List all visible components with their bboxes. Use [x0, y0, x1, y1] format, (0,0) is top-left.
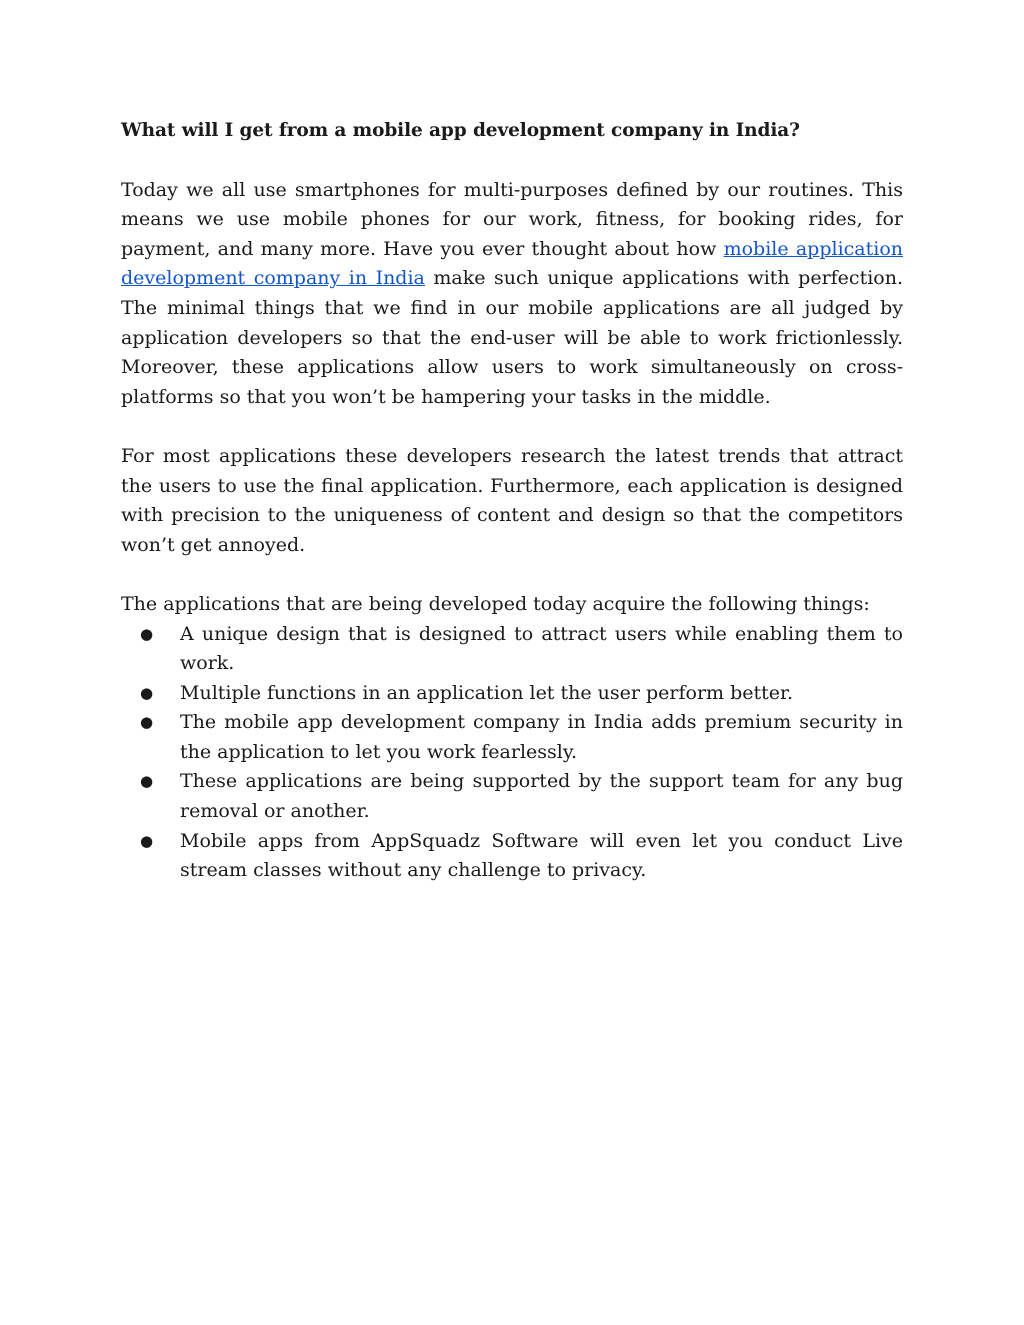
list-item — [121, 708, 903, 767]
list-item — [121, 679, 903, 709]
bullet-dot-icon: ● — [140, 713, 154, 732]
paragraph-intro-text-before: Today we all use smartphones for multi-purposes defined by our routines. This means we use mobile phones for our work, fitness, for booking rides, for payment, and many more. Have you ever thought about how — [121, 178, 903, 260]
mobile-app-development-link[interactable]: mobile application development company in India — [121, 237, 903, 290]
list-item-text: A unique design that is designed to attract users while enabling them to work. — [180, 622, 903, 675]
list-item — [121, 620, 903, 679]
bullet-dot-icon: ● — [140, 624, 154, 643]
list-item-text: Multiple functions in an application let the user perform better. — [180, 681, 794, 704]
paragraph-intro — [121, 176, 903, 413]
list-item-text: These applications are being supported by the support team for any bug removal or another. — [180, 770, 903, 823]
bullet-dot-icon: ● — [140, 831, 154, 850]
list-item — [121, 767, 903, 826]
list-item-text: Mobile apps from AppSquadz Software will even let you conduct Live stream classes without any challenge to privacy. — [180, 829, 903, 882]
bullet-dot-icon: ● — [140, 683, 154, 702]
paragraph-intro-text-after: make such unique applications with perfection. The minimal things that we find in our mobile applications are all judged by application developers so that the end-user will be able to work frictionlessly. Moreover, these applications allow users to work simultaneously on cross-platforms so that you won’t be hampering your tasks in the middle. — [121, 267, 903, 408]
paragraph-list-intro: The applications that are being developed today acquire the following things: — [121, 592, 870, 615]
feature-bullet-list — [121, 620, 903, 886]
document-page — [121, 116, 903, 886]
list-item — [121, 827, 903, 886]
list-item-text: The mobile app development company in India adds premium security in the application to let you work fearlessly. — [180, 711, 903, 763]
bullet-dot-icon: ● — [140, 772, 154, 791]
document-heading: What will I get from a mobile app development company in India? — [121, 120, 800, 141]
paragraph-research: For most applications these developers research the latest trends that attract the users to use the final application. Furthermore, each application is designed with precision to the uniqueness of content and design so that the competitors won’t get annoyed. — [121, 444, 903, 556]
